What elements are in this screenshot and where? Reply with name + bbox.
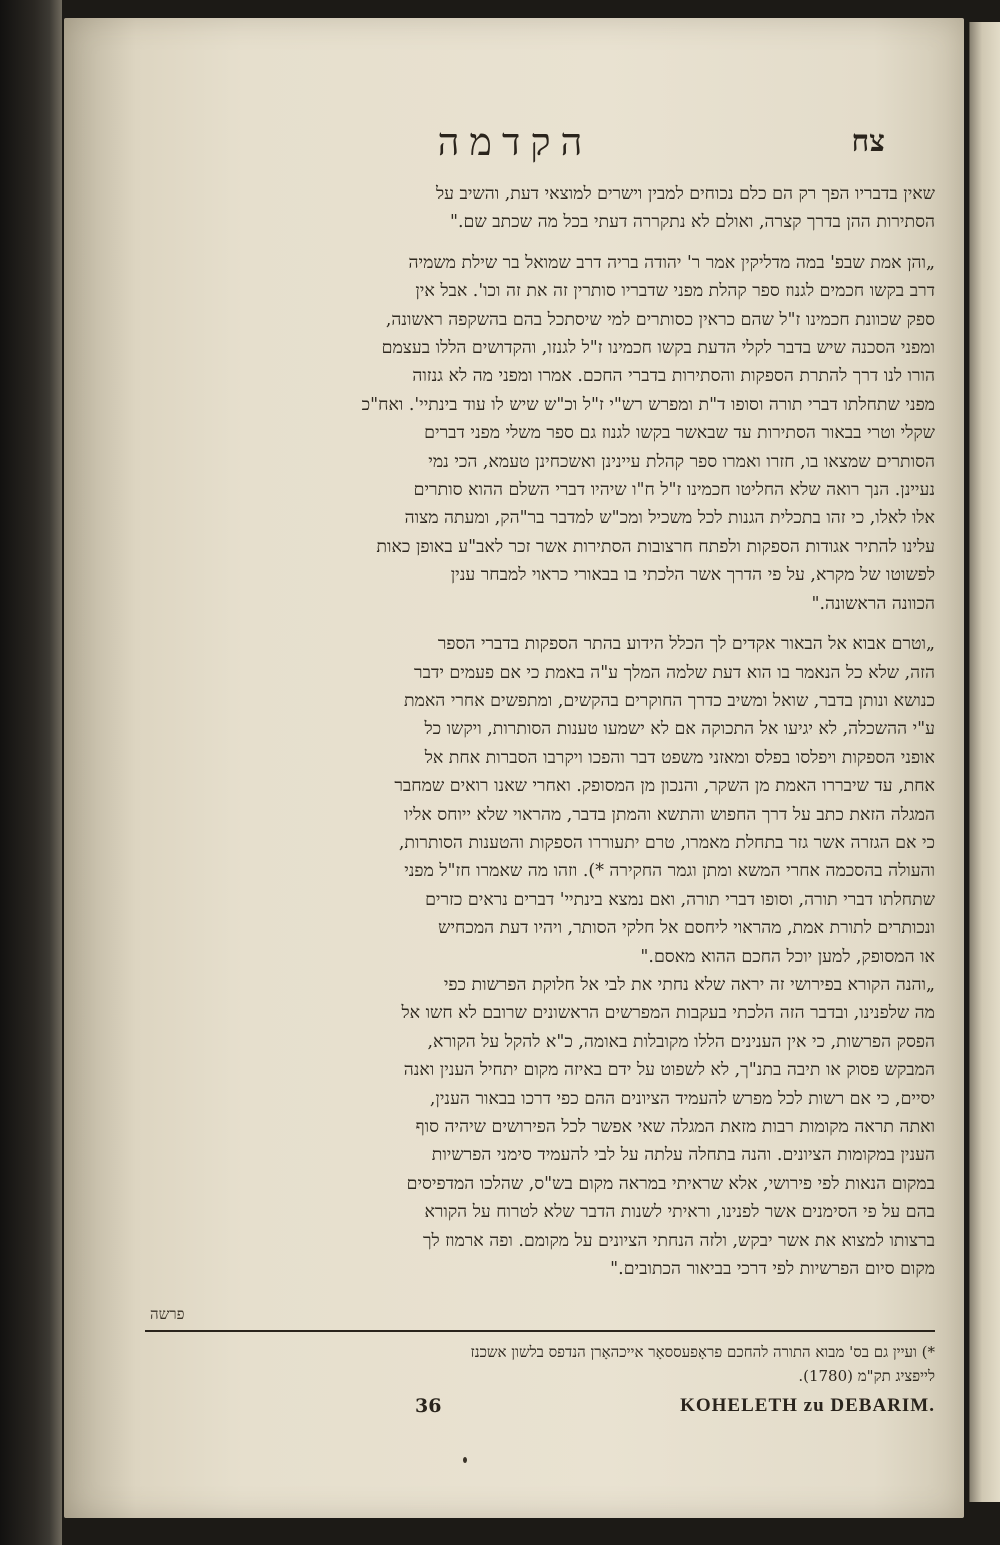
catchword: פרשה bbox=[150, 1305, 185, 1323]
text-line: ע"י ההשכלה, לא יגיעו אל התכוקה אם לא ישמעו טענות הסותרות, ויקשו כל bbox=[424, 719, 935, 740]
text-line: או המסופק, למען יוכל החכם ההוא מאסם." bbox=[640, 946, 935, 967]
text-line: „וטרם אבוא אל הבאור אקדים לך הכלל הידוע בהתר הספקות בדברי הספר bbox=[437, 634, 935, 655]
text-line: בהם על פי הסימנים אשר לפנינו, וראיתי לשנות הדבר שלא לטרוח על הקורא bbox=[424, 1202, 935, 1223]
text-line: כי אם הגזרה אשר גזר בתחלת מאמרו, טרם יתעוררו הספקות והטענות הסותרות, bbox=[398, 832, 935, 853]
text-line: מקום סיום הפרשיות לפי דרכי בביאור הכתובים." bbox=[610, 1259, 935, 1280]
paragraph-1 bbox=[145, 180, 935, 237]
page-number-hebrew: צח bbox=[851, 124, 885, 159]
text-line: דרב בקשו חכמים לגנוז ספר קהלת מפני שדבריו סותרין זה את זה וכו'. אבל אין bbox=[415, 281, 935, 302]
text-line: שאין בדבריו הפך רק הם כלם נכוחים למבין וישרים למוצאי דעת, והשיב על bbox=[435, 184, 935, 204]
text-line: מפני שתחלתו דברי תורה וסופו ד"ת ומפרש רש"י ז"ל וכ"ש שיש לו עוד בינתיי'. ואח"כ bbox=[361, 394, 935, 415]
text-line: אלו לאלו, כי זהו בתכלית הגנות לכל משכיל ומכ"ש למדבר בר"הק, ומעתה מצוה bbox=[404, 508, 935, 529]
text-line: ספק שכוונת חכמינו ז"ל שהם כראין כסותרים למי שיסתכל בהם בהשקפה ראשונה, bbox=[385, 309, 935, 330]
book-binding-edge bbox=[0, 0, 62, 1545]
text-line: ונכותרים לתורת אמת, מהראוי ליחסם אל חלקי הסותר, ויהיו דעת המכחיש bbox=[438, 918, 935, 939]
text-line: המבקש פסוק או תיבה בתנ"ך, לא לשפוט על ידם באיזה מקום יתחיל הענין ואנה bbox=[403, 1060, 935, 1081]
paragraph-4 bbox=[145, 971, 935, 1283]
text-line: נעיינן. הנך רואה שלא החליטו חכמינו ז"ל ח"ו שיהיו דברי השלם ההוא סותרים bbox=[413, 480, 935, 501]
paragraph-2 bbox=[145, 249, 935, 618]
page-header bbox=[145, 120, 885, 180]
text-line: „והן אמת שבפ' במה מדליקין אמר ר' יהודה בריה דרב שמואל בר שילת משמיה bbox=[408, 252, 935, 273]
footnote-line: *) ועיין גם בס' מבוא התורה להחכם פראָפעססאָר אייכהאָרן הנדפס בלשון אשכנז bbox=[470, 1343, 935, 1361]
text-line: עלינו להתיר אגודות הספקות ולפתח חרצובות הסתירות אשר זכר לאב"ע באופן כאות bbox=[376, 536, 935, 557]
text-line: מה שלפנינו, ובדבר הזה הלכתי בעקבות המפרשים הראשונים שרובם לא חשו אל bbox=[401, 1003, 935, 1024]
text-line: הורו לנו דרך להתרת הספקות והסתירות בדברי החכם. אמרו ומפני מה לא גנזוה bbox=[412, 366, 935, 387]
signature-number: 36 bbox=[415, 1395, 442, 1417]
signature-footer bbox=[145, 1395, 935, 1425]
text-line: המגלה הזאת כתב על דרך החפוש והתשא והמתן בדבר, מהראוי שלא ייוחס אליו bbox=[404, 804, 935, 825]
text-line: אחת, עד שיבררו האמת מן השקר, והנכון מן המסופק. ואחרי שאנו רואים שמחבר bbox=[394, 776, 935, 797]
text-line: לפשוטו של מקרא, על פי הדרך אשר הלכתי בו בבאורי כראוי למבחר ענין bbox=[450, 565, 935, 586]
ink-speck bbox=[463, 1457, 467, 1463]
signature-title: KOHELETH zu DEBARIM. bbox=[680, 1395, 935, 1416]
text-line: הסותרים שמצאו בו, חזרו ואמרו ספר קהלת עיינינן ואשכחינן טעמא, הכי נמי bbox=[428, 451, 935, 472]
text-line: יסיים, כי אם רשות לכל מפרש להעמיד הציונים ההם כפי דרכו בבאור הענין, bbox=[429, 1088, 935, 1109]
footnote bbox=[145, 1340, 935, 1388]
footnote-rule bbox=[145, 1330, 935, 1332]
text-line: ומפני הסכנה שיש בדבר לקלי הדעת בקשו חכמינו ז"ל לגנזו, והקדושים הללו בעצמם bbox=[381, 338, 935, 359]
text-line: והעולה בהסכמה אחרי המשא ומתן וגמר החקירה *). וזהו מה שאמרו חז"ל מפני bbox=[404, 861, 935, 882]
page-body bbox=[145, 180, 935, 1283]
text-line: הסתירות ההן בדרך קצרה, ואולם לא נתקררה דעתי בכל מה שכתב שם." bbox=[450, 212, 935, 233]
text-line: שקלי וטרי בבאור הסתירות עד שבאשר בקשו לגנוז גם ספר משלי מפני דברים bbox=[424, 423, 935, 444]
text-line: הפסק הפרשות, כי אין הענינים הללו מקובלות באומה, כ"א להקל על הקורא, bbox=[427, 1031, 935, 1052]
footnote-line: לייפציג תק"מ (1780). bbox=[798, 1367, 935, 1385]
text-line: ואתה תראה מקומות רבות מזאת המגלה שאי אפשר לכל הפירושים שיהיה סוף bbox=[415, 1117, 935, 1137]
text-line: כנושא ונותן בדבר, שואל ומשיב כדרך החוקרים בהקשים, ומתפשים אחרי האמת bbox=[403, 690, 935, 711]
text-line: אופני הספקות ויפלסו בפלס ומאזני משפט דבר והפכו ויקרבו הסברות אחת אל bbox=[424, 747, 935, 768]
text-line: „והנה הקורא בפירושי זה יראה שלא נחתי את לבי אל חלוקת הפרשות כפי bbox=[443, 974, 935, 995]
text-line: הזה, שלא כל הנאמר בו הוא דעת שלמה המלך ע"ה באמת כי אם פעמים ידבר bbox=[414, 662, 935, 683]
text-line: ברצותו למצוא את אשר יבקש, ולזה הנחתי הציונים על מקומם. ופה ארמוז לך bbox=[422, 1230, 935, 1251]
text-line: הכוונה הראשונה." bbox=[811, 593, 935, 614]
paragraph-3 bbox=[145, 630, 935, 971]
text-line: הענין במקומות הציונים. והנה בתחלה עלתה על לבי להעמיד סימני הפרשיות bbox=[431, 1145, 935, 1166]
facing-page-edge bbox=[969, 22, 1000, 1502]
running-title: הקדמה bbox=[437, 120, 593, 164]
text-line: במקום הנאות לפי פירושי, אלא שראיתי במראה מקום בש"ס, שהלכו המדפיסים bbox=[406, 1173, 935, 1194]
text-line: שתחלתו דברי תורה, וסופו דברי תורה, ואם נמצא בינתיי' דברים נראים כזרים bbox=[425, 889, 935, 910]
